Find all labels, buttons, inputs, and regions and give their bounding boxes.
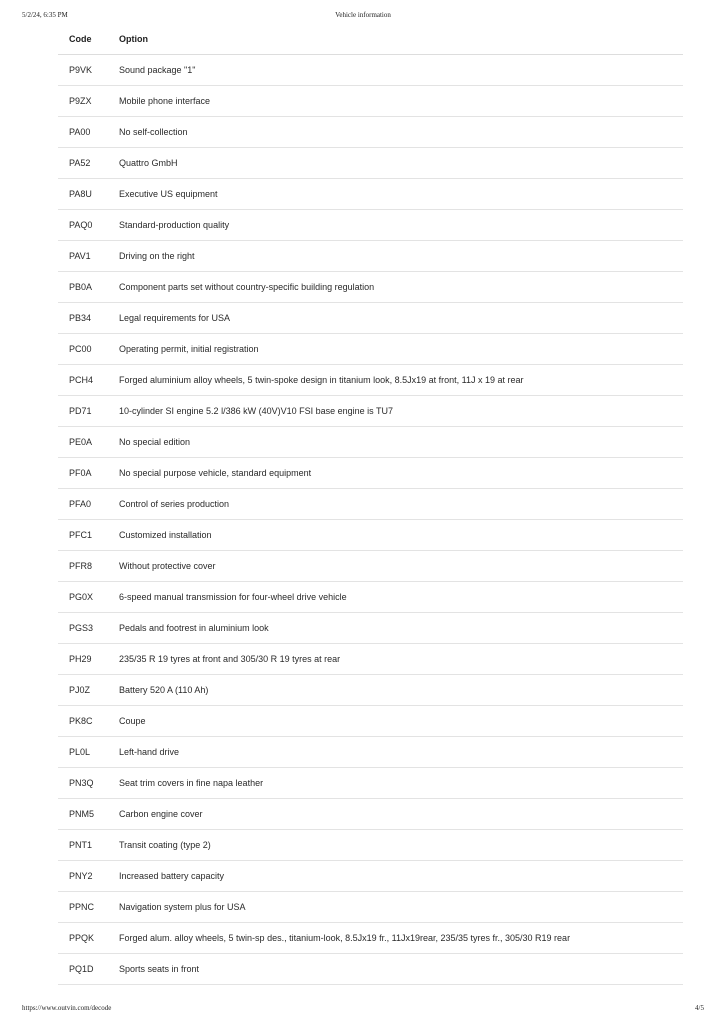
- table-row: [58, 954, 683, 985]
- table-row: [58, 520, 683, 551]
- table-row: [58, 365, 683, 396]
- option-description: Left-hand drive: [119, 737, 683, 768]
- option-code: PQ1D: [58, 954, 119, 985]
- table-row: [58, 55, 683, 86]
- options-table: [58, 24, 683, 985]
- table-row: [58, 892, 683, 923]
- option-description: Component parts set without country-specific building regulation: [119, 272, 683, 303]
- table-row: [58, 551, 683, 582]
- option-code: PN3Q: [58, 768, 119, 799]
- table-row: [58, 210, 683, 241]
- option-description: Without protective cover: [119, 551, 683, 582]
- option-code: PF0A: [58, 458, 119, 489]
- option-description: No self-collection: [119, 117, 683, 148]
- table-row: [58, 86, 683, 117]
- option-code: PFC1: [58, 520, 119, 551]
- option-description: Coupe: [119, 706, 683, 737]
- option-description: Transit coating (type 2): [119, 830, 683, 861]
- table-row: [58, 396, 683, 427]
- option-description: Executive US equipment: [119, 179, 683, 210]
- table-row: [58, 675, 683, 706]
- option-code: PG0X: [58, 582, 119, 613]
- option-code: PPNC: [58, 892, 119, 923]
- page-url: https://www.outvin.com/decode: [22, 1004, 112, 1012]
- table-row: [58, 861, 683, 892]
- table-row: [58, 737, 683, 768]
- option-code: P9ZX: [58, 86, 119, 117]
- option-code: PAV1: [58, 241, 119, 272]
- option-code: PFR8: [58, 551, 119, 582]
- option-description: No special purpose vehicle, standard equipment: [119, 458, 683, 489]
- print-date: 5/2/24, 6:35 PM: [22, 11, 68, 19]
- table-body: [58, 55, 683, 985]
- option-code: PB34: [58, 303, 119, 334]
- column-header-code: Code: [58, 24, 119, 55]
- option-code: PNY2: [58, 861, 119, 892]
- table-row: [58, 830, 683, 861]
- option-description: Customized installation: [119, 520, 683, 551]
- option-description: Legal requirements for USA: [119, 303, 683, 334]
- option-description: Forged aluminium alloy wheels, 5 twin-spoke design in titanium look, 8.5Jx19 at front, 11J x 19 at rear: [119, 365, 683, 396]
- option-code: PAQ0: [58, 210, 119, 241]
- table-header-row: [58, 24, 683, 55]
- option-code: PK8C: [58, 706, 119, 737]
- options-table-container: [58, 24, 683, 985]
- table-row: [58, 303, 683, 334]
- table-row: [58, 458, 683, 489]
- table-row: [58, 148, 683, 179]
- option-description: Operating permit, initial registration: [119, 334, 683, 365]
- option-description: 10-cylinder SI engine 5.2 l/386 kW (40V)V10 FSI base engine is TU7: [119, 396, 683, 427]
- option-code: PA8U: [58, 179, 119, 210]
- option-description: Quattro GmbH: [119, 148, 683, 179]
- option-description: Forged alum. alloy wheels, 5 twin-sp des., titanium-look, 8.5Jx19 fr., 11Jx19rear, 235/35 tyres fr., 305/30 R19 rear: [119, 923, 683, 954]
- option-description: Standard-production quality: [119, 210, 683, 241]
- option-code: PB0A: [58, 272, 119, 303]
- table-row: [58, 427, 683, 458]
- table-row: [58, 334, 683, 365]
- option-description: No special edition: [119, 427, 683, 458]
- option-description: Battery 520 A (110 Ah): [119, 675, 683, 706]
- column-header-option: Option: [119, 24, 683, 55]
- option-code: PA00: [58, 117, 119, 148]
- option-code: PPQK: [58, 923, 119, 954]
- print-footer: [22, 1004, 704, 1016]
- option-description: Mobile phone interface: [119, 86, 683, 117]
- option-code: PL0L: [58, 737, 119, 768]
- table-row: [58, 706, 683, 737]
- option-description: Increased battery capacity: [119, 861, 683, 892]
- table-row: [58, 179, 683, 210]
- option-code: PA52: [58, 148, 119, 179]
- table-row: [58, 489, 683, 520]
- option-description: 6-speed manual transmission for four-wheel drive vehicle: [119, 582, 683, 613]
- table-row: [58, 241, 683, 272]
- option-code: PE0A: [58, 427, 119, 458]
- option-description: Control of series production: [119, 489, 683, 520]
- option-code: PD71: [58, 396, 119, 427]
- option-description: Carbon engine cover: [119, 799, 683, 830]
- option-code: PC00: [58, 334, 119, 365]
- option-description: Driving on the right: [119, 241, 683, 272]
- option-description: Sound package "1": [119, 55, 683, 86]
- table-row: [58, 644, 683, 675]
- option-description: Pedals and footrest in aluminium look: [119, 613, 683, 644]
- option-description: Sports seats in front: [119, 954, 683, 985]
- table-row: [58, 613, 683, 644]
- option-code: PFA0: [58, 489, 119, 520]
- page-number: 4/5: [695, 1004, 704, 1012]
- option-description: Navigation system plus for USA: [119, 892, 683, 923]
- option-code: PGS3: [58, 613, 119, 644]
- option-code: PCH4: [58, 365, 119, 396]
- option-code: P9VK: [58, 55, 119, 86]
- page-title: Vehicle information: [335, 11, 391, 19]
- print-header: [22, 11, 704, 23]
- option-code: PNT1: [58, 830, 119, 861]
- table-row: [58, 272, 683, 303]
- table-row: [58, 117, 683, 148]
- option-code: PNM5: [58, 799, 119, 830]
- option-code: PJ0Z: [58, 675, 119, 706]
- option-description: Seat trim covers in fine napa leather: [119, 768, 683, 799]
- option-code: PH29: [58, 644, 119, 675]
- table-row: [58, 582, 683, 613]
- table-row: [58, 768, 683, 799]
- table-row: [58, 923, 683, 954]
- option-description: 235/35 R 19 tyres at front and 305/30 R 19 tyres at rear: [119, 644, 683, 675]
- table-row: [58, 799, 683, 830]
